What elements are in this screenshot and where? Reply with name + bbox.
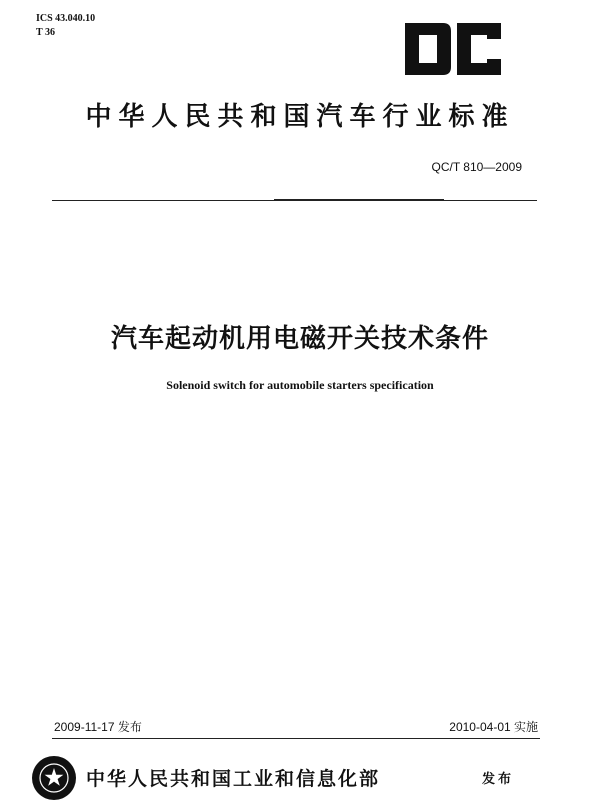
issuing-authority-suffix: 发布	[482, 772, 515, 787]
document-title-english: Solenoid switch for automobile starters specification	[166, 378, 434, 392]
issuing-authority: 中华人民共和国工业和信息化部	[86, 768, 381, 790]
national-emblem-icon	[30, 754, 78, 802]
issue-date: 2009-11-17 发布	[54, 720, 142, 734]
classification-codes	[36, 12, 95, 40]
standard-number: QC/T 810—2009	[431, 160, 522, 174]
footer-divider	[52, 738, 540, 739]
standard-category: 中华人民共和国汽车行业标准	[85, 102, 515, 132]
implementation-date: 2010-04-01 实施	[449, 720, 538, 734]
document-title-chinese: 汽车起动机用电磁开关技术条件	[110, 324, 489, 354]
qc-logo	[403, 21, 503, 77]
header-divider-accent	[274, 199, 444, 201]
ccs-code: T 36	[36, 27, 55, 38]
ics-code: ICS 43.040.10	[36, 13, 96, 24]
